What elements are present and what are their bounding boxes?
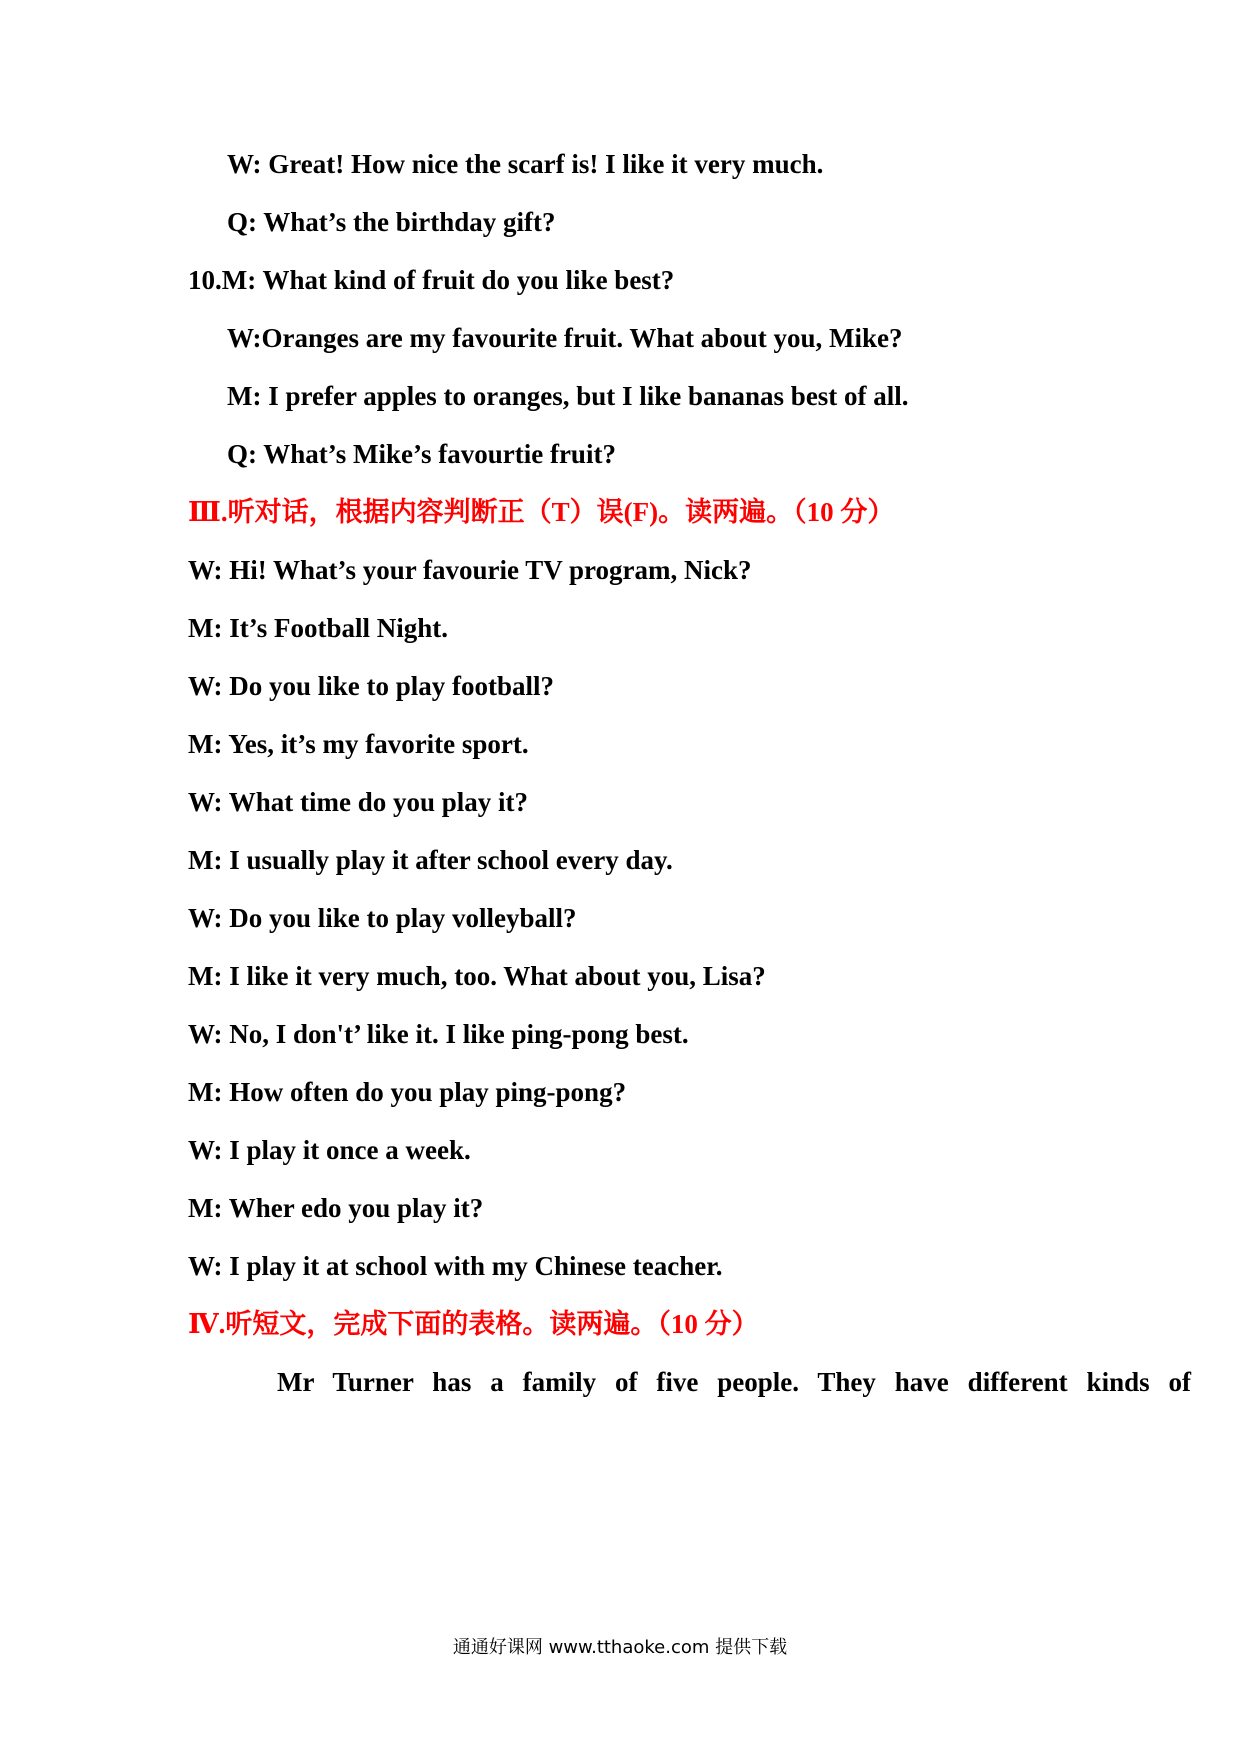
page-footer: 通通好课网 www.tthaoke.com 提供下载 (452, 1637, 788, 1658)
section-heading-3: Ⅲ.听对话，根据内容判断正（T）误(F)。读两遍。（10 分） (188, 497, 895, 527)
dialogue-line: M: I like it very much, too. What about you, Lisa? (188, 961, 766, 991)
dialogue-line: W: I play it at school with my Chinese teacher. (188, 1251, 723, 1281)
dialogue-line: M: I usually play it after school every day. (188, 845, 673, 875)
dialogue-line: W: No, I don't’ like it. I like ping-pong best. (188, 1019, 689, 1049)
dialogue-line: W: Do you like to play volleyball? (188, 903, 577, 933)
question-line: Q: What’s the birthday gift? (227, 207, 556, 237)
dialogue-line: W:Oranges are my favourite fruit. What about you, Mike? (227, 323, 903, 353)
dialogue-line: M: I prefer apples to oranges, but I like bananas best of all. (227, 381, 909, 411)
passage-paragraph: Mr Turner has a family of five people. They have different kinds of (277, 1367, 1191, 1397)
dialogue-line: W: Great! How nice the scarf is! I like it very much. (227, 149, 824, 179)
section-heading-4: Ⅳ.听短文，完成下面的表格。读两遍。（10 分） (188, 1309, 759, 1339)
dialogue-line: M: Yes, it’s my favorite sport. (188, 729, 529, 759)
dialogue-line: 10.M: What kind of fruit do you like best? (188, 265, 675, 295)
dialogue-line: M: It’s Football Night. (188, 613, 448, 643)
dialogue-line: M: How often do you play ping-pong? (188, 1077, 627, 1107)
dialogue-line: W: Do you like to play football? (188, 671, 555, 701)
dialogue-line: W: Hi! What’s your favourie TV program, Nick? (188, 555, 752, 585)
question-line: Q: What’s Mike’s favourtie fruit? (227, 439, 616, 469)
dialogue-line: W: I play it once a week. (188, 1135, 471, 1165)
dialogue-line: W: What time do you play it? (188, 787, 529, 817)
dialogue-line: M: Wher edo you play it? (188, 1193, 484, 1223)
